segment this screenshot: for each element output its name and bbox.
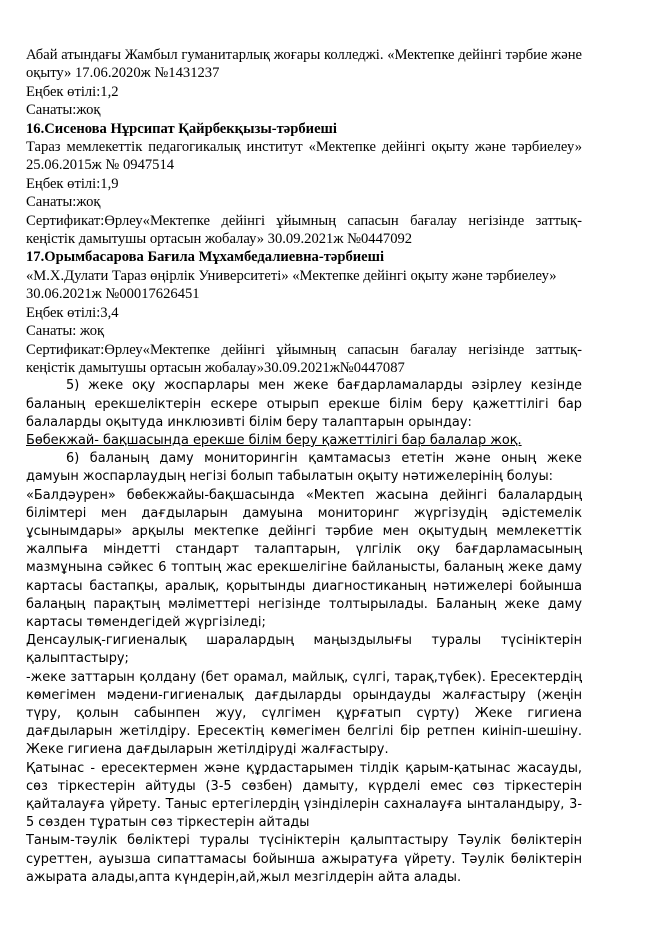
certificate-line: Сертификат:Өрлеу«Мектепке дейінгі ұйымның сапасын бағалау негізінде заттық-кеңістік дамытушы ортасын жобалау»30.09.2021ж№0447087 [26, 341, 582, 376]
university-diploma-line: «М.Х.Дулати Тараз өңірлік Университеті» «Мектепке дейінгі оқыту және тәрбиелеу» [26, 267, 557, 284]
communication-paragraph: Қатынас - ересектермен және құрдастарымен тілдік қарым-қатынас жасауды, сөз тіркестерін айтуды (3-5 сөзбен) дамыту, күрделі емес сөз тіркестерін қайталауға үйрету. Таныс ертегілердің үзінділерін сахналауға ынталандыру, 3-5 сөзден тұратын сөз тіркестерін айтады [26, 760, 582, 831]
category: Санаты:жоқ [26, 102, 101, 119]
staff-heading-16: 16.Сисенова Нұрсипат Қайрбекқызы-тәрбиеші [26, 120, 337, 137]
certificate-line: Сертификат:Өрлеу«Мектепке дейінгі ұйымның сапасын бағалау негізінде заттық-кеңістік дамытушы ортасын жобалау» 30.09.2021ж №0447092 [26, 212, 582, 248]
work-experience: Еңбек өтілі:1,2 [26, 83, 119, 100]
category: Санаты:жоқ [26, 194, 101, 211]
section-6-paragraph: 6) баланың даму мониторингін қамтамасыз ететін және оның жеке дамуын жоспарлаудың негізі болып табылатын оқыту нәтижелерінің болуы: [26, 451, 582, 485]
personal-items-paragraph: -жеке заттарын қолдану (бет орамал, майлық, сүлгі, тарақ,түбек). Ересектердің көмегімен мәдени-гигиеналық дағдыларды орындауды жалғастыру (жеңін түру, қолын сабынпен жуу, сүлгімен құрғатып сүрту) Жеке гигиена дағдыларын жетілдіру. Ересектің көмегімен белгілі бір ретпен киініп-шешіну. Жеке гигиена дағдыларын жетілдіруді жалғастыру. [26, 669, 582, 758]
health-hygiene-paragraph: Денсаулық-гигиеналық шаралардың маңыздылығы туралы түсініктерін қалыптастыру; [26, 633, 582, 667]
institute-diploma-line: Тараз мемлекеттік педагогикалық институт «Мектепке дейінгі оқыту және тәрбиелеу» 25.06.2015ж № 0947514 [26, 139, 582, 174]
cognition-paragraph: Таным-тәулік бөліктері туралы түсініктерін қалыптастыру Тәулік бөліктерін суреттен, ауызша сипаттамасы бойынша ажыратуға үйрету. Тәулік бөліктерін ажырата алады,апта күндерін,ай,жыл мезгілдерін айта алады. [26, 833, 582, 885]
college-diploma-line: Абай атындағы Жамбыл гуманитарлық жоғары колледжі. «Мектепке дейінгі тәрбие және оқыту» 17.06.2020ж №1431237 [26, 47, 582, 82]
category: Санаты: жоқ [26, 323, 105, 340]
section-5-paragraph: 5) жеке оқу жоспарлары мен жеке бағдарламаларды әзірлеу кезінде баланың ерекшеліктерін ескере отырып ерекше білім беру қажеттілігі бар балаларды оқытуда инклюзивті білім беру талаптарын орындау: [26, 378, 582, 430]
work-experience: Еңбек өтілі:1,9 [26, 175, 119, 192]
work-experience: Еңбек өтілі:3,4 [26, 304, 119, 321]
diploma-number: 30.06.2021ж №00017626451 [26, 286, 200, 303]
staff-heading-17: 17.Орымбасарова Бағила Мұхамбедалиевна-тәрбиеші [26, 249, 385, 266]
monitoring-paragraph: «Балдәурен» бөбекжайы-бақшасында «Мектеп жасына дейінгі балалардың білімтері мен дағдыларын дамуына мониторинг жүргізудің әдістемелік ұсынымдары» арқылы мектепке дейінгі тәрбие мен оқытудың мемлекеттік жалпыға міндетті стандарт талаптарын, үлгілік оқу бағдарламасының мазмұнына сәйкес 6 топтың жас ерекшелігіне байланысты, баланың жеке даму картасы бастапқы, аралық, қорытынды диагностиканың нәтижелері бойынша балаңың парақтың мәліметтері негізінде толтырылады. Баланың жеке даму картасы төмендегідей жүргізіледі; [26, 487, 582, 630]
section-5-note: Бөбекжай- бақшасында ерекше білім беру қажеттілігі бар балалар жоқ. [26, 432, 522, 448]
